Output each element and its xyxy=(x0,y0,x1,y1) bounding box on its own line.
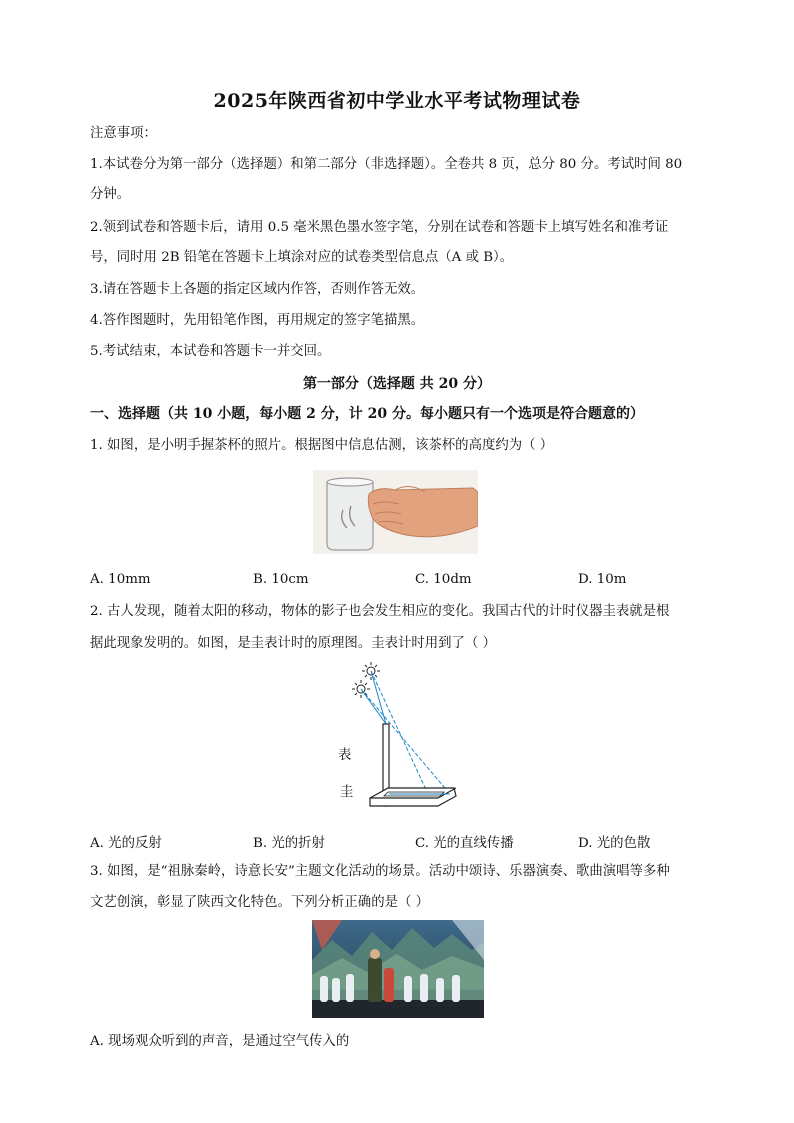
notice-heading: 注意事项： xyxy=(90,126,157,141)
q2-option-a: A. 光的反射 xyxy=(90,836,162,851)
label-gui: 圭 xyxy=(340,785,354,800)
notice-line-2: 分钟。 xyxy=(90,187,131,202)
q2-stem-line-1: 2. 古人发现，随着太阳的移动，物体的影子也会发生相应的变化。我国古代的计时仪器圭表就是根 xyxy=(90,604,670,619)
q1-option-c: C. 10dm xyxy=(415,572,472,587)
notice-line-3: 2.领到试卷和答题卡后，请用 0.5 毫米黑色墨水签字笔，分别在试卷和答题卡上填写姓名和准考证 xyxy=(90,220,669,235)
q1-stem: 1. 如图，是小明手握茶杯的照片。根据图中信息估测，该茶杯的高度约为（ ） xyxy=(90,438,554,453)
page-title: 2025年陕西省初中学业水平考试物理试卷 xyxy=(213,90,581,112)
q3-option-a: A. 现场观众听到的声音，是通过空气传入的 xyxy=(90,1034,350,1049)
section1-title: 一、选择题（共 10 小题，每小题 2 分，计 20 分。每小题只有一个选项是符合题意的） xyxy=(90,406,644,422)
notice-line-6: 4.答作图题时，先用铅笔作图，再用规定的签字笔描黑。 xyxy=(90,313,425,328)
notice-line-7: 5.考试结束，本试卷和答题卡一并交回。 xyxy=(90,344,331,359)
notice-line-5: 3.请在答题卡上各题的指定区域内作答，否则作答无效。 xyxy=(90,282,425,297)
q2-option-c: C. 光的直线传播 xyxy=(415,836,514,851)
q3-stem-line-1: 3. 如图，是“祖脉秦岭，诗意长安”主题文化活动的场景。活动中颂诗、乐器演奏、歌曲演唱等多种 xyxy=(90,864,670,879)
q3-stage-photo xyxy=(312,920,484,1018)
q2-option-b: B. 光的折射 xyxy=(253,836,325,851)
q1-option-a: A. 10mm xyxy=(90,572,151,587)
stage-performance-image xyxy=(312,920,484,1018)
notice-line-4: 号，同时用 2B 铅笔在答题卡上填涂对应的试卷类型信息点（A 或 B）。 xyxy=(90,250,514,265)
hand-holding-cup-image xyxy=(313,470,478,554)
notice-line-1: 1.本试卷分为第一部分（选择题）和第二部分（非选择题）。全卷共 8 页，总分 80 分。考试时间 80 xyxy=(90,157,683,172)
q1-option-b: B. 10cm xyxy=(253,572,309,587)
q2-option-d: D. 光的色散 xyxy=(578,836,651,851)
q1-photo xyxy=(313,470,478,554)
q2-stem-line-2: 据此现象发明的。如图，是圭表计时的原理图。圭表计时用到了（ ） xyxy=(90,636,496,651)
part1-title: 第一部分（选择题 共 20 分） xyxy=(302,376,492,392)
q3-stem-line-2: 文艺创演，彰显了陕西文化特色。下列分析正确的是（ ） xyxy=(90,895,430,910)
label-biao: 表 xyxy=(338,748,352,763)
q1-option-d: D. 10m xyxy=(578,572,627,587)
